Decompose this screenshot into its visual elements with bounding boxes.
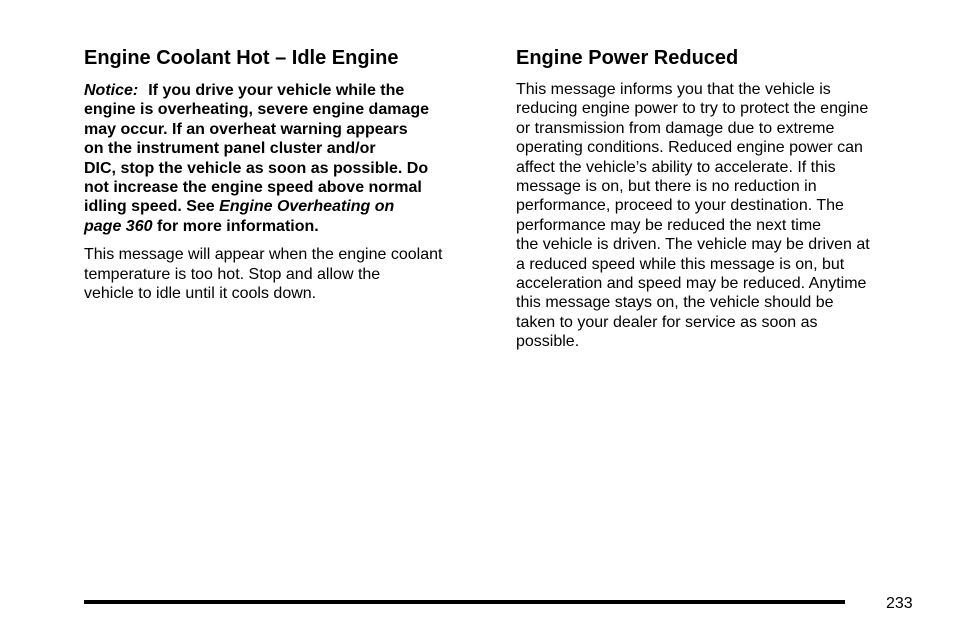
body-line: performance may be reduced the next time	[516, 216, 822, 234]
notice-line: on the instrument panel cluster and/or	[84, 140, 376, 158]
coolant-body-paragraph	[84, 245, 494, 303]
body-line: affect the vehicle’s ability to accelerate. If this	[516, 158, 836, 176]
notice-line	[84, 197, 494, 216]
section-heading-coolant-hot: Engine Coolant Hot – Idle Engine	[84, 47, 399, 69]
section-heading-power-reduced: Engine Power Reduced	[516, 47, 739, 69]
notice-line: DIC, stop the vehicle as soon as possible. Do	[84, 159, 429, 177]
notice-text: idling speed. See	[84, 198, 215, 216]
notice-label: Notice:	[84, 82, 139, 99]
page-number: 233	[886, 595, 913, 612]
footer-rule	[84, 600, 845, 604]
notice-line	[84, 217, 494, 236]
right-column	[516, 46, 920, 352]
notice-line: engine is overheating, severe engine damage	[84, 101, 430, 119]
body-line: operating conditions. Reduced engine power can	[516, 139, 863, 157]
body-line: temperature is too hot. Stop and allow the	[84, 265, 381, 283]
notice-line: not increase the engine speed above normal	[84, 179, 422, 197]
cross-reference-link[interactable]: Engine Overheating on	[219, 198, 395, 216]
body-line: this message stays on, the vehicle should be	[516, 294, 834, 312]
body-line: possible.	[516, 333, 580, 351]
body-line: This message informs you that the vehicle is	[516, 81, 831, 98]
notice-line	[84, 81, 494, 100]
body-line: reducing engine power to try to protect the engine	[516, 100, 869, 118]
notice-paragraph	[84, 81, 494, 236]
body-line: the vehicle is driven. The vehicle may be driven at	[516, 236, 870, 254]
body-line: taken to your dealer for service as soon as	[516, 313, 818, 331]
body-line: vehicle to idle until it cools down.	[84, 285, 317, 303]
cross-reference-page[interactable]: page 360	[84, 217, 153, 235]
notice-text: for more information.	[156, 217, 319, 235]
left-column	[84, 46, 494, 303]
power-reduced-body-paragraph	[516, 80, 920, 352]
notice-line: may occur. If an overheat warning appears	[84, 120, 408, 138]
body-line: performance, proceed to your destination. The	[516, 197, 844, 215]
body-line: acceleration and speed may be reduced. Anytime	[516, 275, 867, 293]
notice-text: If you drive your vehicle while the	[148, 82, 405, 99]
body-line: message is on, but there is no reduction in	[516, 178, 817, 196]
body-line: a reduced speed while this message is on, but	[516, 255, 845, 273]
body-line: or transmission from damage due to extreme	[516, 119, 835, 137]
body-line: This message will appear when the engine coolant	[84, 246, 443, 264]
